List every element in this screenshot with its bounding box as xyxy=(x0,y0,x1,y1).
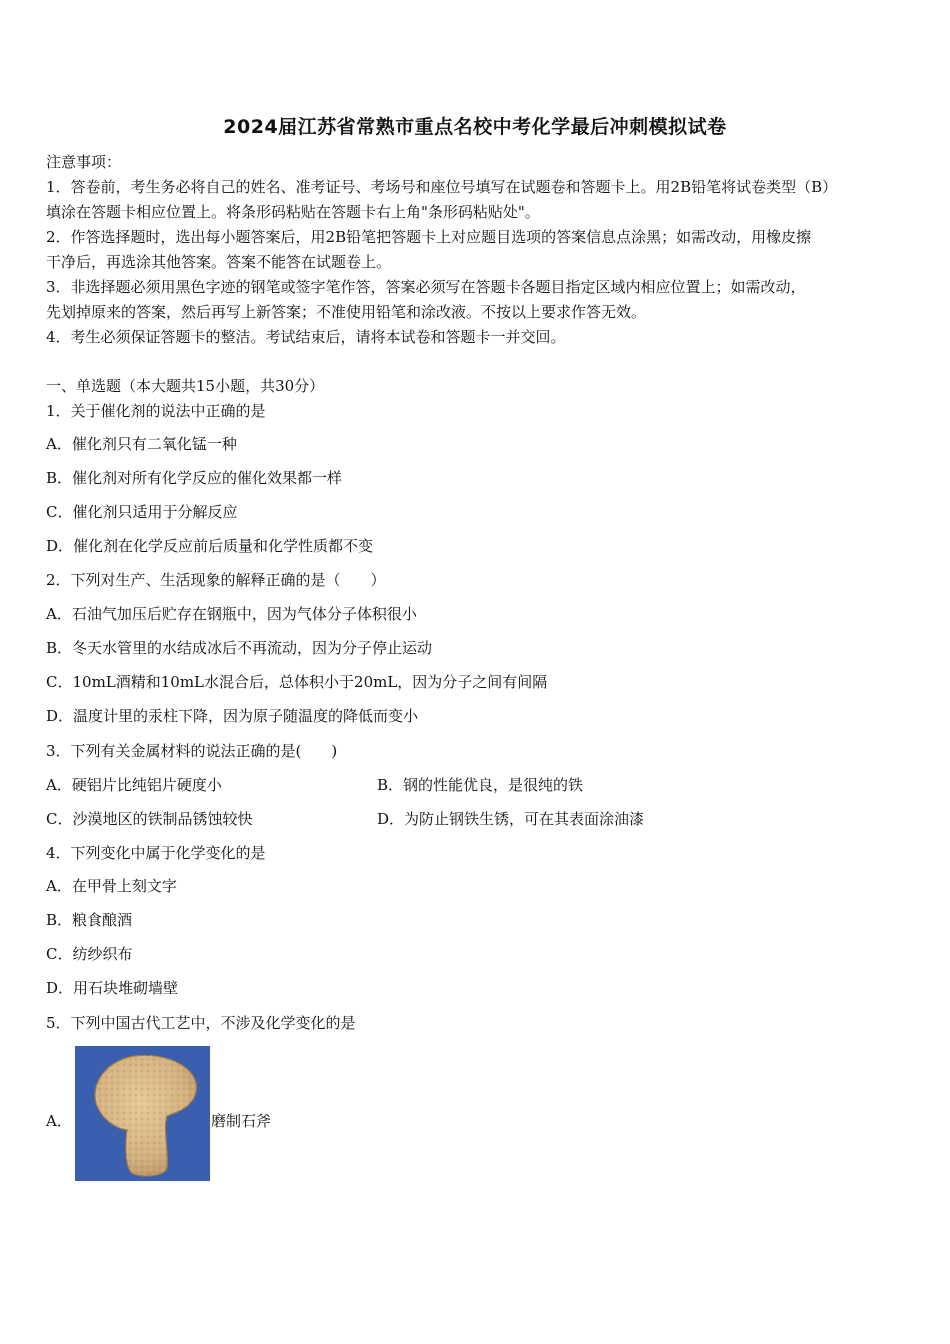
question-3-option-d: D．为防止钢铁生锈，可在其表面涂油漆 xyxy=(377,810,645,828)
notice-item-3-line-2: 先划掉原来的答案，然后再写上新答案；不准使用铅笔和涂改液。不按以上要求作答无效。 xyxy=(46,303,647,321)
question-5-option-a-label: A． xyxy=(46,1112,72,1130)
question-4-option-d: D．用石块堆砌墙壁 xyxy=(46,979,179,997)
question-5-option-a-text: 磨制石斧 xyxy=(211,1112,272,1130)
question-3-stem: 3．下列有关金属材料的说法正确的是( ) xyxy=(46,742,338,760)
notice-item-3-line-1: 3．非选择题必须用黑色字迹的钢笔或签字笔作答，答案必须写在答题卡各题目指定区域内相应位置上；如需改动， xyxy=(46,278,806,296)
question-1-option-d: D．催化剂在化学反应前后质量和化学性质都不变 xyxy=(46,537,374,555)
question-4-option-a: A．在甲骨上刻文字 xyxy=(46,877,177,895)
question-3-option-b: B．钢的性能优良，是很纯的铁 xyxy=(377,776,584,794)
notice-item-1-line-2: 填涂在答题卡相应位置上。将条形码粘贴在答题卡右上角"条形码粘贴处"。 xyxy=(46,203,540,221)
question-4-option-c: C．纺纱织布 xyxy=(46,945,133,963)
question-1-option-c: C．催化剂只适用于分解反应 xyxy=(46,503,238,521)
question-3-option-a: A．硬铝片比纯铝片硬度小 xyxy=(46,776,222,794)
question-2-option-d: D．温度计里的汞柱下降，因为原子随温度的降低而变小 xyxy=(46,707,419,725)
question-5-stem: 5．下列中国古代工艺中，不涉及化学变化的是 xyxy=(46,1014,356,1032)
notice-item-2-line-2: 干净后，再选涂其他答案。答案不能答在试题卷上。 xyxy=(46,253,392,271)
stone-axe-photo xyxy=(75,1046,210,1181)
notice-item-4: 4．考生必须保证答题卡的整洁。考试结束后，请将本试卷和答题卡一并交回。 xyxy=(46,328,566,346)
stone-axe-illustration xyxy=(75,1046,210,1181)
notice-item-2-line-1: 2．作答选择题时，选出每小题答案后，用2B铅笔把答题卡上对应题目选项的答案信息点涂黑；如需改动，用橡皮擦 xyxy=(46,228,812,246)
question-2-option-c: C．10mL酒精和10mL水混合后，总体积小于20mL，因为分子之间有间隔 xyxy=(46,673,548,691)
question-4-option-b: B．粮食酿酒 xyxy=(46,911,133,929)
question-4-stem: 4．下列变化中属于化学变化的是 xyxy=(46,844,266,862)
question-3-option-c: C．沙漠地区的铁制品锈蚀较快 xyxy=(46,810,253,828)
notice-item-1-line-1: 1．答卷前，考生务必将自己的姓名、准考证号、考场号和座位号填写在试题卷和答题卡上。用2B铅笔将试卷类型（B） xyxy=(46,178,838,196)
question-2-stem: 2．下列对生产、生活现象的解释正确的是（ ） xyxy=(46,571,386,589)
section-heading: 一、单选题（本大题共15小题，共30分） xyxy=(46,377,325,395)
notice-heading: 注意事项： xyxy=(46,153,122,171)
question-1-stem: 1．关于催化剂的说法中正确的是 xyxy=(46,402,266,420)
question-1-option-a: A．催化剂只有二氧化锰一种 xyxy=(46,435,237,453)
question-2-option-b: B．冬天水管里的水结成冰后不再流动，因为分子停止运动 xyxy=(46,639,433,657)
question-1-option-b: B．催化剂对所有化学反应的催化效果都一样 xyxy=(46,469,343,487)
question-2-option-a: A．石油气加压后贮存在钢瓶中，因为气体分子体积很小 xyxy=(46,605,417,623)
page-title: 2024届江苏省常熟市重点名校中考化学最后冲刺模拟试卷 xyxy=(223,116,727,138)
